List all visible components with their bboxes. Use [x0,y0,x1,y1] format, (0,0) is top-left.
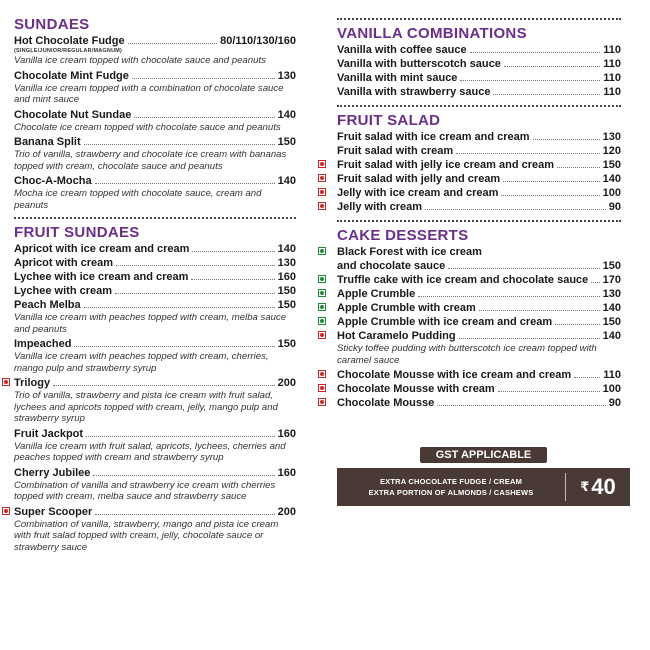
menu-item [14,427,296,464]
veg-mark-icon [318,289,326,297]
menu-item-row [14,270,296,284]
menu-item-row [14,298,296,312]
menu-item-row [337,186,621,200]
dot-leader [591,282,599,283]
section-divider [337,18,621,20]
menu-item-row [14,505,296,519]
menu-item-name: Fruit salad with jelly ice cream and cream [337,159,555,171]
menu-item-row [337,158,621,172]
sundaes-list [14,34,296,211]
menu-item-row [14,256,296,270]
menu-item-name: Fruit salad with ice cream and cream [337,131,530,143]
dot-leader [493,94,600,95]
section-title-sundaes: SUNDAES [14,16,90,33]
menu-item-row [337,396,621,410]
menu-item-price: 120 [602,145,621,157]
dot-leader [74,346,274,347]
rupee-icon: ₹ [580,479,590,494]
menu-item-price: 100 [602,383,621,395]
extras-line-1: EXTRA CHOCOLATE FUDGE / CREAM [379,477,523,486]
menu-item [337,172,621,186]
menu-item-name: Chocolate Mousse with cream [337,383,495,395]
extras-line-2: EXTRA PORTION OF ALMONDS / CASHEWS [368,488,534,497]
menu-item [14,337,296,374]
menu-item-price: 110 [603,58,621,70]
menu-item-row [337,43,621,57]
menu-item-price: 170 [602,274,621,286]
menu-item-name: Apple Crumble with cream [337,302,476,314]
menu-item-name: Chocolate Mint Fudge [14,69,129,82]
menu-item-name: Fruit salad with cream [337,145,454,157]
dot-leader [84,144,275,145]
menu-item-row [337,287,621,301]
extras-box [337,468,630,506]
menu-item-description: Trio of vanilla, strawberry and pista ice cream with fruit salad, lychees and apricots topped with cream, jelly, mango pulp and strawberry syrup [14,390,278,424]
menu-item-name: Vanilla with coffee sauce [337,44,467,56]
menu-item-name: Jelly with cream [337,201,422,213]
menu-item-row [337,315,621,329]
dot-leader [504,66,600,67]
menu-item [14,505,296,554]
menu-item-name: Super Scooper [14,505,93,518]
dot-leader [533,139,600,140]
menu-item-description: Vanilla ice cream with fruit salad, apricots, lychees, cherries and peaches topped with cream and strawberry syrup [14,440,286,463]
menu-item [337,57,621,71]
menu-item-description: Vanilla ice cream with peaches topped with cream, cherries, mango pulp and strawberry syrup [14,351,269,374]
menu-item-row [14,108,296,122]
menu-item-name: Vanilla with mint sauce [337,72,458,84]
menu-item [337,315,621,329]
menu-item [337,186,621,200]
menu-item-price: 150 [277,136,296,148]
menu-item-name: Fruit Jackpot [14,427,84,440]
menu-item-name: Cherry Jubilee [14,466,91,479]
dot-leader [498,391,600,392]
nonveg-mark-icon [318,331,326,339]
nonveg-mark-icon [2,507,10,515]
menu-item [14,135,296,172]
menu-item-name: Black Forest with ice cream [337,246,482,258]
veg-mark-icon [318,275,326,283]
nonveg-mark-icon [318,202,326,210]
menu-item-name: Vanilla with strawberry sauce [337,86,491,98]
menu-item [14,466,296,503]
menu-item-row [337,200,621,214]
menu-item-name: Impeached [14,338,72,350]
right-column [337,14,621,410]
menu-item [337,301,621,315]
veg-mark-icon [318,303,326,311]
menu-item-description: Trio of vanilla, strawberry and chocolate ice cream with bananas topped with cream, chocolate sauce and peanuts [14,149,287,172]
dot-leader [134,117,274,118]
menu-item-description: Combination of vanilla and strawberry ice cream with cherries topped with cream, melba sauce and strawberry sauce [14,479,276,502]
dot-leader [425,209,606,210]
menu-item [14,376,296,425]
menu-item-name: Chocolate Mousse with ice cream and cream [337,369,572,381]
menu-item-name-cont: and chocolate sauce [337,260,446,272]
left-column [14,16,296,555]
menu-item-price: 140 [602,302,621,314]
dot-leader [470,52,601,53]
menu-item-price: 110 [603,72,621,84]
menu-item-row [14,376,296,390]
dot-leader [132,78,275,79]
menu-item-row [14,242,296,256]
section-title-cake-desserts: CAKE DESSERTS [337,227,469,244]
extras-text [337,476,565,498]
nonveg-mark-icon [318,384,326,392]
menu-item-price: 110 [603,369,621,381]
dot-leader [501,195,599,196]
nonveg-mark-icon [318,370,326,378]
dot-leader [95,514,274,515]
dot-leader [574,377,600,378]
dot-leader [460,80,600,81]
menu-item-row [337,245,621,259]
menu-item-name: Peach Melba [14,299,81,311]
menu-item [14,256,296,270]
menu-item-price: 140 [602,173,621,185]
dot-leader [437,405,606,406]
menu-item-price: 150 [602,260,621,272]
menu-item-price: 110 [603,44,621,56]
menu-item-price: 110 [603,86,621,98]
menu-item-row [337,329,621,343]
menu-item [14,298,296,335]
menu-item-price: 160 [277,466,296,479]
dot-leader [93,475,274,476]
menu-item-price: 130 [277,257,296,269]
menu-item-row [14,135,296,149]
menu-item [14,270,296,284]
menu-item-price: 130 [277,69,296,82]
menu-item-name: Chocolate Mousse [337,397,435,409]
menu-item [337,287,621,301]
section-divider [14,217,296,219]
menu-item-price: 130 [602,131,621,143]
menu-item-price: 130 [602,288,621,300]
menu-item [337,158,621,172]
menu-item [337,130,621,144]
menu-item-row [14,427,296,441]
menu-item [337,273,621,287]
menu-item-name: Truffle cake with ice cream and chocolate sauce [337,274,589,286]
section-title-vanilla: VANILLA COMBINATIONS [337,25,527,42]
nonveg-mark-icon [318,398,326,406]
dot-leader [459,338,600,339]
menu-item-name: Apricot with cream [14,257,114,269]
menu-item-price: 100 [602,187,621,199]
menu-item-price: 90 [608,201,621,213]
menu-item [14,69,296,106]
extras-price-value: 40 [591,474,616,499]
menu-item-price: 150 [602,159,621,171]
menu-item [337,396,621,410]
menu-item-name: Apple Crumble with ice cream and cream [337,316,553,328]
menu-item-row [14,466,296,480]
menu-item-name: Vanilla with butterscotch sauce [337,58,501,70]
menu-item [14,34,296,67]
menu-item-name: Lychee with ice cream and cream [14,271,189,283]
menu-item-name: Fruit salad with jelly and cream [337,173,501,185]
dot-leader [555,324,599,325]
menu-item-price: 150 [277,285,296,297]
menu-item-description: Mocha ice cream topped with chocolate sauce, cream and peanuts [14,188,262,211]
section-title-fruit-sundaes: FRUIT SUNDAES [14,224,140,241]
menu-item-price: 160 [277,271,296,283]
menu-item-row [337,85,621,99]
dot-leader [418,296,599,297]
menu-item-description: Chocolate ice cream topped with chocolate sauce and peanuts [14,121,281,133]
menu-item [14,242,296,256]
menu-item [337,245,621,273]
menu-item-price: 140 [277,243,296,255]
menu-item-name: Hot Chocolate Fudge [14,35,125,47]
menu-item-name: Jelly with ice cream and cream [337,187,499,199]
menu-item [337,329,621,366]
dot-leader [191,279,274,280]
dot-leader [192,251,274,252]
menu-item-price: 150 [277,299,296,311]
dot-leader [479,310,600,311]
menu-item-price: 150 [277,338,296,350]
menu-item-row [14,174,296,188]
menu-item-row [337,259,621,273]
menu-item-name: Banana Split [14,136,81,148]
menu-item-row [337,57,621,71]
menu-item [14,284,296,298]
nonveg-mark-icon [318,174,326,182]
menu-item-description: Vanilla ice cream topped with a combination of chocolate sauce and mint sauce [14,82,284,105]
dot-leader [86,436,275,437]
dot-leader [503,181,599,182]
menu-item [14,174,296,211]
menu-item [337,144,621,158]
menu-item-row [14,34,296,48]
veg-mark-icon [318,317,326,325]
veg-mark-icon [318,247,326,255]
menu-item-name: Hot Caramelo Pudding [337,330,456,342]
menu-item-description: Combination of vanilla, strawberry, mango and pista ice cream with fruit salad topped with cream, jelly, chocolate sauce or strawberry sauce [14,518,279,553]
menu-item-price: 80/110/130/160 [220,35,296,47]
menu-item-row [14,69,296,83]
menu-item-description: Vanilla ice cream with peaches topped with cream, melba sauce and peanuts [14,312,287,335]
dot-leader [84,307,275,308]
menu-item-name: Choc-A-Mocha [14,175,92,187]
menu-item-price: 140 [602,330,621,342]
menu-item [337,382,621,396]
menu-item-name: Apricot with ice cream and cream [14,243,190,255]
menu-item-row [337,368,621,382]
menu-item [337,43,621,57]
menu-item-price: 140 [277,108,296,121]
dot-leader [128,43,218,44]
menu-item [337,368,621,382]
menu-item [337,85,621,99]
dot-leader [95,183,275,184]
dot-leader [456,153,599,154]
dot-leader [448,268,599,269]
menu-item-description: Vanilla ice cream topped with chocolate sauce and peanuts [14,55,266,66]
section-title-fruit-salad: FRUIT SALAD [337,112,441,129]
section-divider [337,220,621,222]
menu-item-price: 200 [277,377,296,389]
menu-item-price: 200 [277,505,296,518]
fruit-salad-list [337,130,621,214]
menu-item [337,200,621,214]
dot-leader [53,385,275,386]
menu-item-sizes: (SINGLE/JUNIOR/REGULAR/MAGNUM) [14,48,123,54]
menu-item-name: Trilogy [14,377,51,389]
extras-price [566,474,630,500]
gst-badge: GST APPLICABLE [420,447,547,463]
menu-item-row [14,284,296,298]
cake-desserts-list [337,245,621,410]
menu-item-row [337,172,621,186]
menu-item-name: Apple Crumble [337,288,416,300]
menu-item [337,71,621,85]
menu-item-price: 140 [277,175,296,187]
menu-item [14,108,296,134]
menu-item-name: Lychee with cream [14,285,113,297]
menu-item-name: Chocolate Nut Sundae [14,108,132,121]
dot-leader [557,167,600,168]
menu-item-description: Sticky toffee pudding with butterscotch ice cream topped with caramel sauce [337,343,597,366]
menu-item-row [337,382,621,396]
menu-item-price: 150 [602,316,621,328]
menu-item-row [337,130,621,144]
section-divider [337,105,621,107]
dot-leader [115,293,275,294]
menu-item-row [337,71,621,85]
menu-item-price: 160 [277,427,296,440]
menu-item-row [337,273,621,287]
vanilla-list [337,43,621,99]
nonveg-mark-icon [2,378,10,386]
nonveg-mark-icon [318,188,326,196]
menu-item-price: 90 [608,397,621,409]
dot-leader [116,265,275,266]
menu-item-row [14,337,296,351]
nonveg-mark-icon [318,160,326,168]
fruit-sundaes-list [14,242,296,553]
menu-item-row [337,144,621,158]
menu-item-row [337,301,621,315]
